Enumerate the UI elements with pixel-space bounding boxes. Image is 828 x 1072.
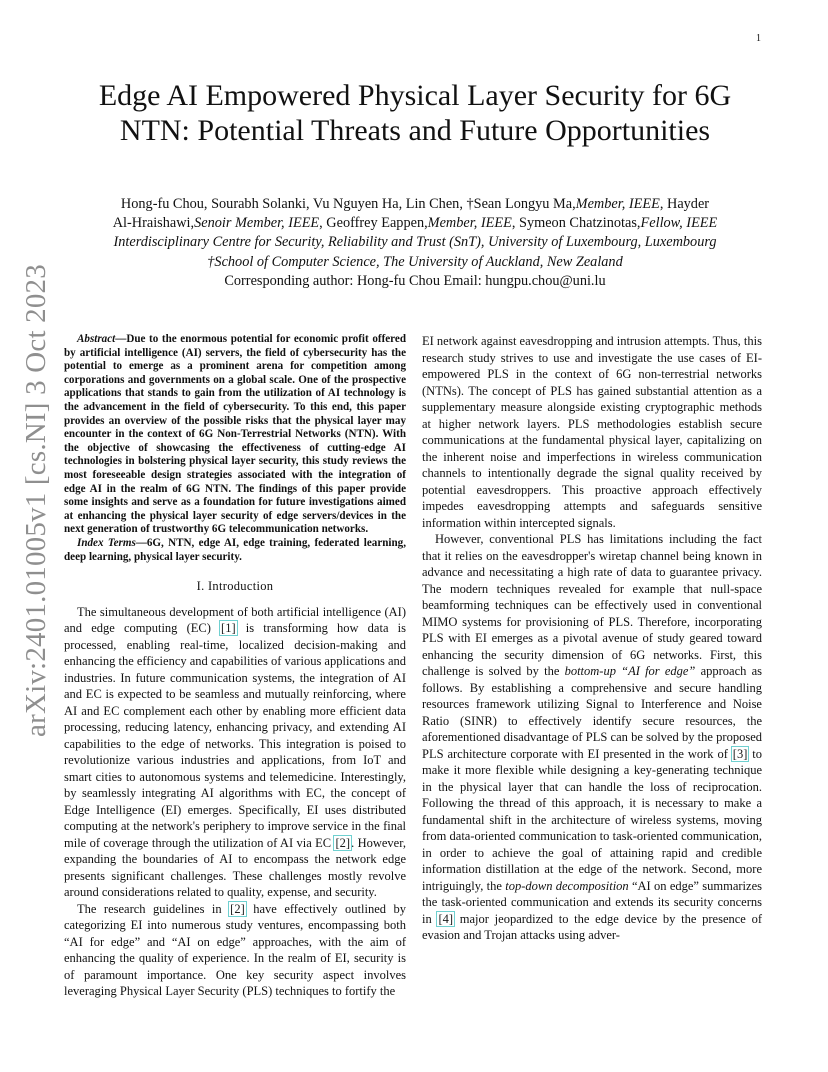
author-line-1 [70, 195, 760, 214]
authors-text-2c: , Symeon Chatzinotas, [511, 215, 641, 232]
paragraph-text: . However, expanding the boundaries of AI to encompass the network edge presents significant challenges. These challenges mostly revolve around considerations related to quality, expense, and security. [64, 835, 406, 900]
intro-paragraph-1 [64, 604, 406, 901]
abstract [64, 333, 406, 537]
affiliation-1: Interdisciplinary Centre for Security, Reliability and Trust (SnT), University of Luxembourg, Luxembourg [113, 234, 717, 251]
abstract-text: —Due to the enormous potential for economic profit offered by artificial intelligence (AI) servers, the field of cybersecurity has the potential to emerge as a prominent arena for competition among corporations and governments on a global scale. One of the prospective applications that stands to gain from the utilization of AI technology is the advancement in the field of cybersecurity. To this end, this paper provides an overview of the possible risks that the physical layer may encounter in the context of 6G Non-Terrestrial Networks (NTN). With the objective of showcasing the effectiveness of cutting-edge AI technologies in bolstering physical layer security, this study reviews the most foreseeable design strategies associated with the integration of edge AI in the realm of 6G NTN. The findings of this paper provide some insights and serve as a foundation for future investigations aimed at enhancing the physical layer security of edge servers/devices in the next generation of trustworthy 6G telecommunication networks. [64, 333, 406, 536]
right-column [422, 333, 762, 944]
citation-link[interactable]: [3] [732, 746, 748, 761]
paragraph-text: The research guidelines in [77, 901, 230, 916]
page-number: 1 [756, 33, 761, 44]
author-line-2 [70, 214, 760, 233]
author-block [70, 195, 760, 291]
paragraph-text: is transforming how data is processed, enabling real-time, localized decision-making and enhancing the efficiency and capabilities of various applications and industries. In future communication systems, the integration of AI and EC is expected to be seamless and mutually reinforcing, where AI and EC complement each other by enabling more efficient data processing, reducing latency, enhancing privacy, and extending AI capabilities to the edge of networks. This integration is poised to revolutionize various industries and applications, from IoT and smart cities to autonomous systems and telemedicine. Interestingly, by seamlessly integrating AI algorithms with EC, the concept of Edge Intelligence (EI) emerges. Specifically, EI uses distributed computing at the network's periphery to improve service in the final mile of coverage through the utilization of AI via EC [64, 621, 407, 850]
paragraph-text: “AI on edge” summarizes the task-oriented communication and extends its security concerns in [422, 878, 762, 926]
citation-link[interactable]: [2] [230, 901, 245, 916]
paragraph-text: The simultaneous development of both artificial intelligence (AI) and edge computing (EC) [64, 604, 406, 636]
paragraph-text: to make it more flexible while designing a key-generating technique in the physical layer that can handle the loss of reciprocation. Following the thread of this approach, it is necessary to make a fundamental shift in the architecture of wireless systems, moving from data-oriented communication to task-oriented communication, in order to achieve the goal of attaining rapid and credible information distillation at the edge of the network. Second, more intriguingly, the [422, 746, 762, 893]
corresponding-author: Corresponding author: Hong-fu Chou Email: hungpu.chou@uni.lu [224, 272, 606, 289]
index-terms-text: —6G, NTN, edge AI, edge training, federated learning, deep learning, physical layer security. [64, 536, 406, 563]
authors-text-1: Hong-fu Chou, Sourabh Solanki, Vu Nguyen Ha, Lin Chen, †Sean Longyu Ma, [120, 196, 576, 212]
arxiv-stamp [6, 263, 66, 737]
citation-link[interactable]: [4] [438, 911, 454, 926]
abstract-label: Abstract [77, 333, 116, 345]
paragraph-text: approach as follows. By establishing a comprehensive and secure handling resources framework utilizing Signal to Interference and Noise Ratio (SINR) to effectively identify secure resources, the aforementioned disadvantage of PLS can be solved by the proposed PLS architecture corporate with EI presented in the work of [422, 664, 762, 761]
author-role: Senoir Member, IEEE [194, 215, 320, 232]
authors-text-1-tail: , Hayder [659, 196, 710, 212]
citation-link[interactable]: [2] [335, 835, 351, 850]
arxiv-stamp-text: arXiv:2401.01005v1 [cs.NI] 3 Oct 2023 [19, 263, 52, 737]
paper-title: Edge AI Empowered Physical Layer Security for 6G NTN: Potential Threats and Future Opportunities [98, 79, 732, 147]
author-role: Member, IEEE [575, 196, 660, 212]
authors-text-2a: Al-Hraishawi, [112, 215, 195, 232]
author-role: Member, IEEE [427, 215, 512, 232]
left-column [64, 333, 406, 1000]
section-heading-introduction: I. Introduction [196, 579, 274, 594]
emphasis-text: top-down decomposition [505, 878, 629, 893]
authors-text-2b: , Geoffrey Eappen, [319, 215, 428, 232]
paragraph-text: have effectively outlined by categorizing EI into numerous study ventures, encompassing both “AI for edge” and “AI on edge” approaches, with the aim of enhancing the quality of experience. In the realm of EI, security is of paramount importance. One key security aspect involves leveraging Physical Layer Security (PLS) techniques to fortify the [64, 901, 406, 999]
paragraph-text: However, conventional PLS has limitations including the fact that it relies on the eavesdropper's wiretap channel being known in advance and necessitating a high rate of data to guarantee privacy. The modern techniques revealed for example that null-space beamforming techniques can be effectively used in conventional MIMO systems for provisioning of PLS. Therefore, incorporating PLS with EI emerges as a pivotal avenue of study geared toward enhancing the security dimension of 6G networks. First, this challenge is solved by the [422, 532, 762, 678]
paragraph-text: major jeopardized to the edge device by the presence of evasion and Trojan attacks using adver- [422, 911, 762, 942]
author-role: Fellow, IEEE [640, 215, 718, 232]
intro-paragraph-2-continued: EI network against eavesdropping and intrusion attempts. Thus, this research study strives to use and investigate the use cases of EI-empowered PLS in the context of 6G non-terrestrial networks (NTNs). The concept of PLS has gained substantial attention as a supplementary measure alongside existing cryptographic methods at higher network layers. PLS methodologies establish secure communications at the fundamental physical layer, capitalizing on the inherent noise and imperfections in wireless communication channels to intentionally degrade the signal quality received by potential eavesdroppers. This proactive approach effectively impedes eavesdropping attempts and safeguards sensitive information within intercepted signals. [422, 334, 762, 530]
intro-paragraph-3 [422, 531, 762, 944]
affiliation-2: †School of Computer Science, The University of Auckland, New Zealand [207, 253, 623, 270]
intro-paragraph-2 [64, 901, 406, 1000]
index-terms [64, 537, 406, 564]
citation-link[interactable]: [1] [221, 621, 236, 636]
index-terms-label: Index Terms [77, 536, 136, 549]
emphasis-text: bottom-up “AI for edge” [564, 664, 696, 678]
